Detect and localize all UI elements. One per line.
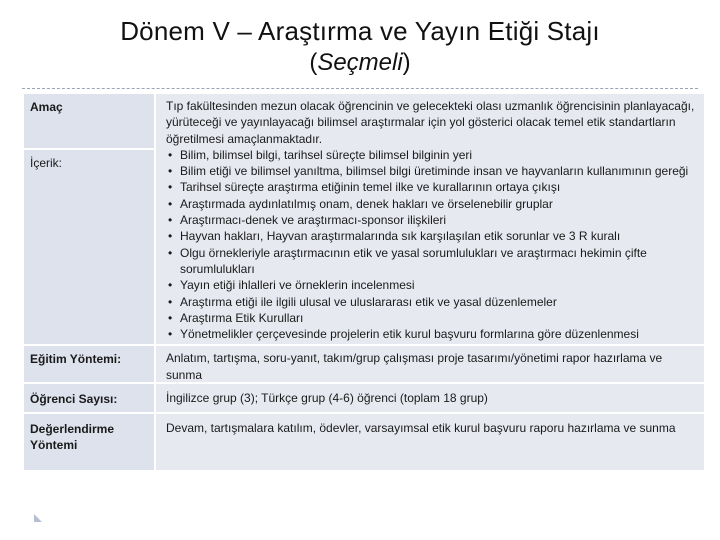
row-ogrenci bbox=[24, 384, 704, 414]
label-amac: Amaç bbox=[24, 94, 154, 150]
list-item: • Araştırmacı-denek ve araştırmacı-sponsor ilişkileri bbox=[166, 212, 696, 228]
row-amac-icerik bbox=[24, 94, 704, 346]
label-degerlendirme: Değerlendirme Yöntemi bbox=[24, 414, 154, 470]
row-degerlendirme bbox=[24, 414, 704, 472]
list-item: • Olgu örnekleriyle araştırmacının etik ve yasal sorumlulukları ve araştırmacı hekimin çifte sorumlulukları bbox=[166, 245, 696, 278]
label-ogrenci: Öğrenci Sayısı: bbox=[24, 384, 154, 412]
content-degerlendirme: Devam, tartışmalara katılım, ödevler, varsayımsal etik kurul başvuru raporu hazırlama ve sunma bbox=[156, 414, 704, 470]
course-table bbox=[24, 94, 704, 472]
label-icerik: İçerik: bbox=[24, 150, 154, 344]
list-item: • Bilim, bilimsel bilgi, tarihsel süreçte bilimsel bilginin yeri bbox=[166, 147, 696, 163]
subtitle-italic: Seçmeli bbox=[317, 49, 403, 76]
content-amac-icerik bbox=[156, 94, 704, 344]
slide-title bbox=[0, 14, 720, 78]
list-item: • Araştırmada aydınlatılmış onam, denek hakları ve örselenebilir gruplar bbox=[166, 196, 696, 212]
subtitle-close: ) bbox=[402, 49, 411, 76]
icerik-list bbox=[166, 147, 696, 343]
amac-text: Tıp fakültesinden mezun olacak öğrencinin ve gelecekteki olası uzmanlık öğrencisinin planlayacağı, yürüteceği ve yayınlayacağı bilimsel araştırmalar için yol gösterici olacak temel etik standartların öğretilmesi amaçlanmaktadır. bbox=[166, 99, 695, 146]
title-divider bbox=[22, 88, 698, 89]
content-egitim: Anlatım, tartışma, soru-yanıt, takım/grup çalışması proje tasarımı/yönetimi rapor hazırlama ve sunma bbox=[156, 346, 704, 382]
list-item: • Araştırma etiği ile ilgili ulusal ve uluslararası etik ve yasal düzenlemeler bbox=[166, 294, 696, 310]
title-main: Dönem V – Araştırma ve Yayın Etiği Stajı bbox=[120, 16, 600, 46]
list-item: • Tarihsel süreçte araştırma etiğinin temel ilke ve kurallarının ortaya çıkışı bbox=[166, 179, 696, 195]
subtitle-open: ( bbox=[309, 49, 318, 76]
list-item: • Araştırma Etik Kurulları bbox=[166, 310, 696, 326]
list-item: • Yönetmelikler çerçevesinde projelerin etik kurul başvuru formlarına göre düzenlenmesi bbox=[166, 326, 696, 342]
corner-mark bbox=[34, 514, 42, 522]
label-egitim: Eğitim Yöntemi: bbox=[24, 346, 154, 382]
row-egitim bbox=[24, 346, 704, 384]
title-subtitle bbox=[0, 48, 720, 78]
content-ogrenci: İngilizce grup (3); Türkçe grup (4-6) öğrenci (toplam 18 grup) bbox=[156, 384, 704, 412]
list-item: • Hayvan hakları, Hayvan araştırmalarında sık karşılaşılan etik sorunlar ve 3 R kuralı bbox=[166, 228, 696, 244]
list-item: • Bilim etiği ve bilimsel yanıltma, bilimsel bilgi üretiminde insan ve hayvanların kullanımının gereği bbox=[166, 163, 696, 179]
label-column bbox=[24, 94, 154, 344]
list-item: • Yayın etiği ihlalleri ve örneklerin incelenmesi bbox=[166, 277, 696, 293]
